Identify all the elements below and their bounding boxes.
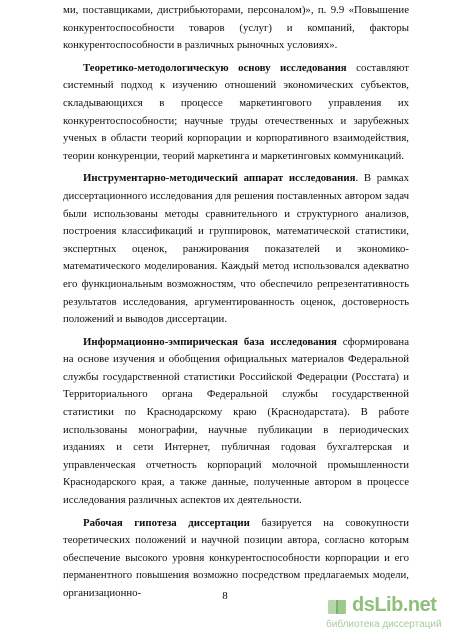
paragraph-4-bold: Информационно-эмпирическая база исследования <box>83 335 337 348</box>
book-icon <box>326 596 348 618</box>
paragraph-4-text: сформирована на основе изучения и обобщения официальных материалов Федеральной службы государственной статистики Российской Федерации (Росстата) и Территориального органа Федеральной службы государственной статистики по Краснодарскому краю (Краснодарстата). В работе использованы монографии, научные публикации в периодических изданиях и сети Интернет, публичная годовая бухгалтерская и управленческая отчетность корпораций молочной промышленности Краснодарского края, а также данные, полученные автором в процессе исследования различных аспектов их деятельности. <box>63 335 409 507</box>
paragraph-2 <box>63 60 409 166</box>
paragraph-2-bold: Теоретико-методологическую основу исследования <box>83 61 347 74</box>
watermark-tagline: библиотека диссертаций <box>326 619 442 630</box>
page-number: 8 <box>222 590 228 602</box>
paragraph-2-text: составляют системный подход к изучению отношений экономических субъектов, складывающихся в процессе маркетингового управления их конкурентоспособности; научные труды отечественных и зарубежных ученых в области теорий корпорации и корпоративного взаимодействия, теории конкуренции, теорий маркетинга и маркетинговых коммуникаций. <box>63 61 409 162</box>
watermark-logo: dsLib.net <box>352 594 437 616</box>
paragraph-4 <box>63 334 409 510</box>
paragraph-1 <box>63 2 409 55</box>
body-text <box>63 2 409 608</box>
paragraph-5-bold: Рабочая гипотеза диссертации <box>83 516 250 529</box>
watermark <box>326 594 444 632</box>
paragraph-5-text: базируется на совокупности теоретических положений и научной позиции автора, согласно которым обеспечение высокого уровня конкурентоспособности корпорации и его перманентного повышения возможно посредством предлагаемых модели, организационно- <box>63 516 409 599</box>
paragraph-1-text: ми, поставщиками, дистрибьюторами, персоналом)», п. 9.9 «Повышение конкурентоспособности товаров (услуг) и компаний, факторы конкурентоспособности в различных рыночных условиях». <box>63 4 409 52</box>
paragraph-3 <box>63 170 409 328</box>
paragraph-3-text: . В рамках диссертационного исследования для решения поставленных автором задач были использованы методы сравнительного и структурного анализов, построения классификаций и группировок, математической статистики, экспертных оценок, ранжирования показателей и экономико-математического моделирования. Каждый метод использовался адекватно его функциональным возможностям, что обеспечило репрезентативность результатов исследования, аргументированность оценок, достоверность положений и выводов диссертации. <box>63 172 409 326</box>
paragraph-3-bold: Инструментарно-методический аппарат исследования <box>83 172 356 185</box>
